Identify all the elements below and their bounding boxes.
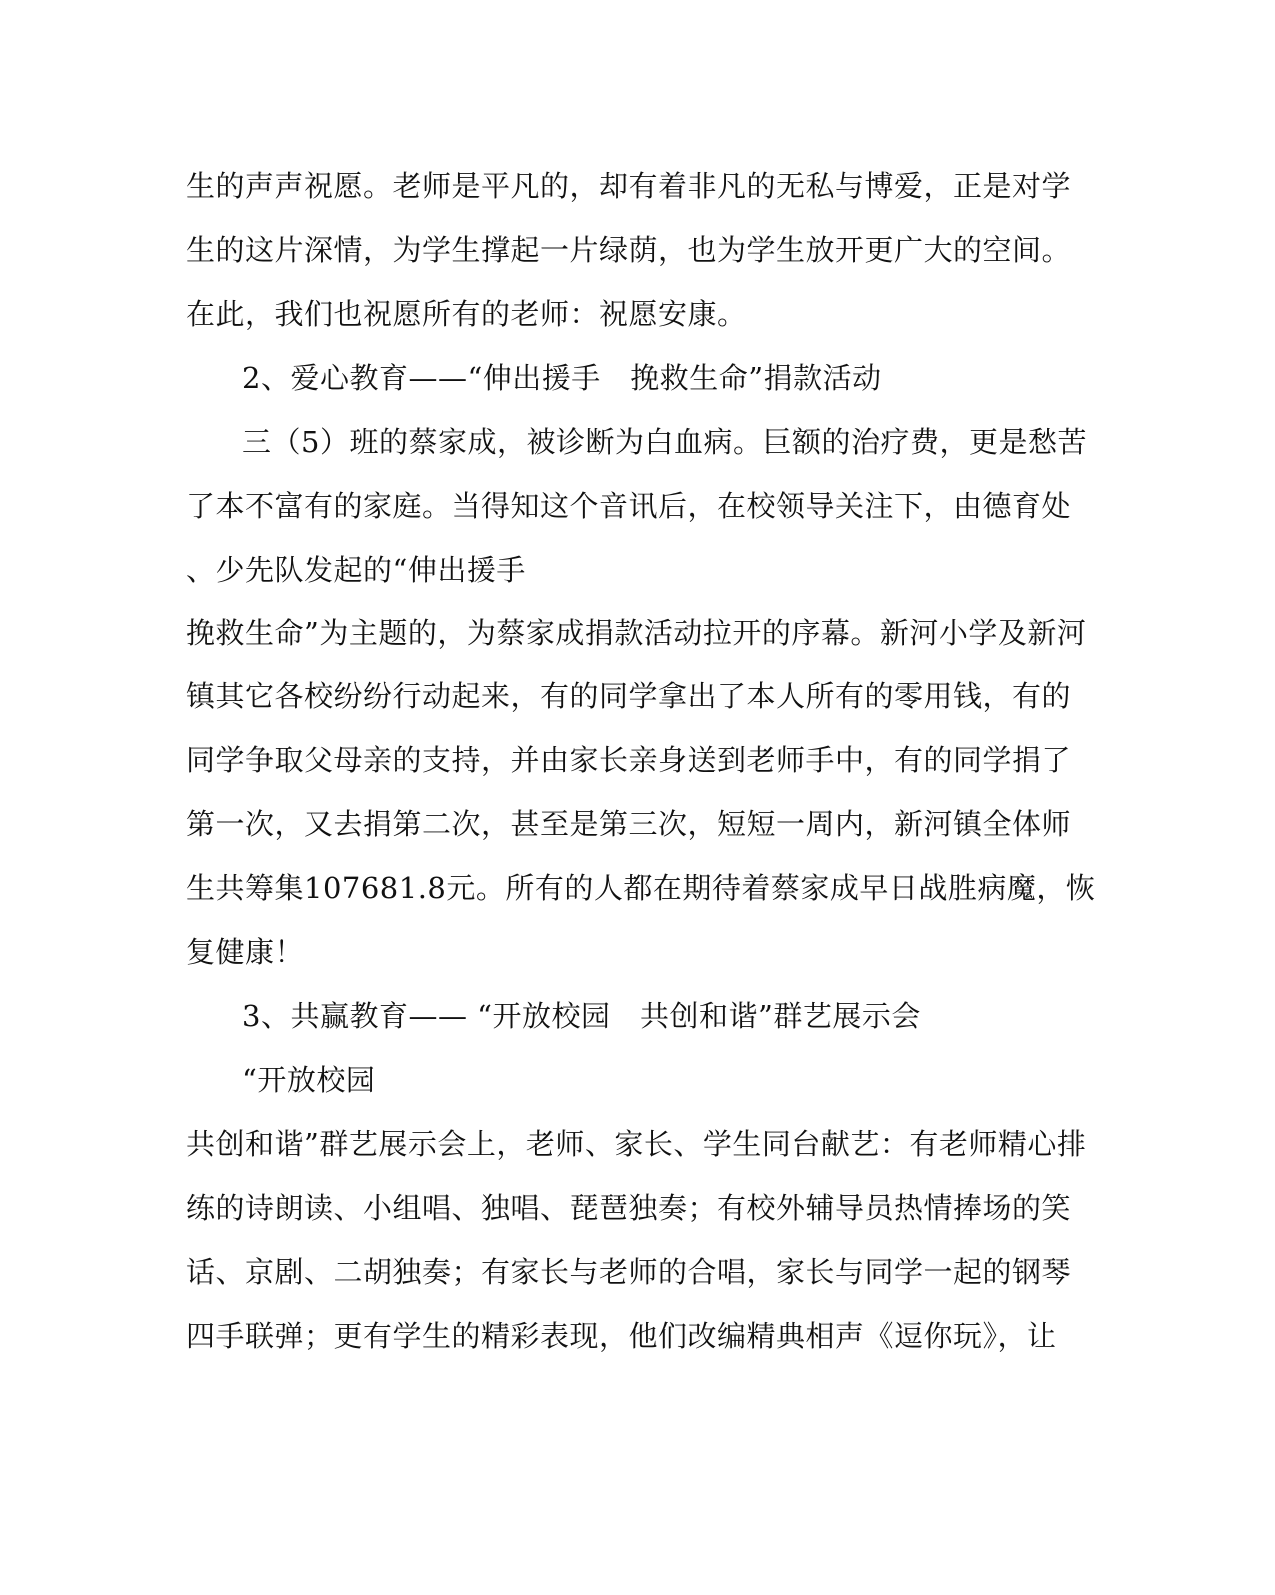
text-line: 生的这片深情，为学生撑起一片绿荫，也为学生放开更广大的空间。 <box>186 233 1072 267</box>
text-line: 复健康！ <box>186 935 305 969</box>
text-line: 同学争取父母亲的支持，并由家长亲身送到老师手中，有的同学捐了 <box>186 743 1072 777</box>
text-line: 了本不富有的家庭。当得知这个音讯后，在校领导关注下，由德育处 <box>186 489 1072 523</box>
text-line: 、少先队发起的“伸出援手 <box>186 553 526 587</box>
text-line: 在此，我们也祝愿所有的老师：祝愿安康。 <box>186 297 747 331</box>
text-line: “开放校园 <box>242 1063 376 1097</box>
text-line: 生的声声祝愿。老师是平凡的，却有着非凡的无私与博爱，正是对学 <box>186 169 1072 203</box>
section-heading: 3、共赢教育—— “开放校园 共创和谐”群艺展示会 <box>242 999 921 1033</box>
text-line: 挽救生命”为主题的，为蔡家成捐款活动拉开的序幕。新河小学及新河 <box>186 616 1087 650</box>
text-line: 镇其它各校纷纷行动起来，有的同学拿出了本人所有的零用钱，有的 <box>186 679 1072 713</box>
text-line: 三（5）班的蔡家成，被诊断为白血病。巨额的治疗费，更是愁苦 <box>242 425 1087 459</box>
text-line: 四手联弹；更有学生的精彩表现，他们改编精典相声《逗你玩》，让 <box>186 1319 1057 1353</box>
text-line: 练的诗朗读、小组唱、独唱、琵琶独奏；有校外辅导员热情捧场的笑 <box>186 1191 1072 1225</box>
text-line: 第一次，又去捐第二次，甚至是第三次，短短一周内，新河镇全体师 <box>186 807 1072 841</box>
text-line: 生共筹集107681.8元。所有的人都在期待着蔡家成早日战胜病魔，恢 <box>186 871 1096 905</box>
section-heading: 2、爱心教育——“伸出援手 挽救生命”捐款活动 <box>242 361 882 395</box>
text-line: 共创和谐”群艺展示会上，老师、家长、学生同台献艺：有老师精心排 <box>186 1127 1087 1161</box>
text-line: 话、京剧、二胡独奏；有家长与老师的合唱，家长与同学一起的钢琴 <box>186 1255 1072 1289</box>
